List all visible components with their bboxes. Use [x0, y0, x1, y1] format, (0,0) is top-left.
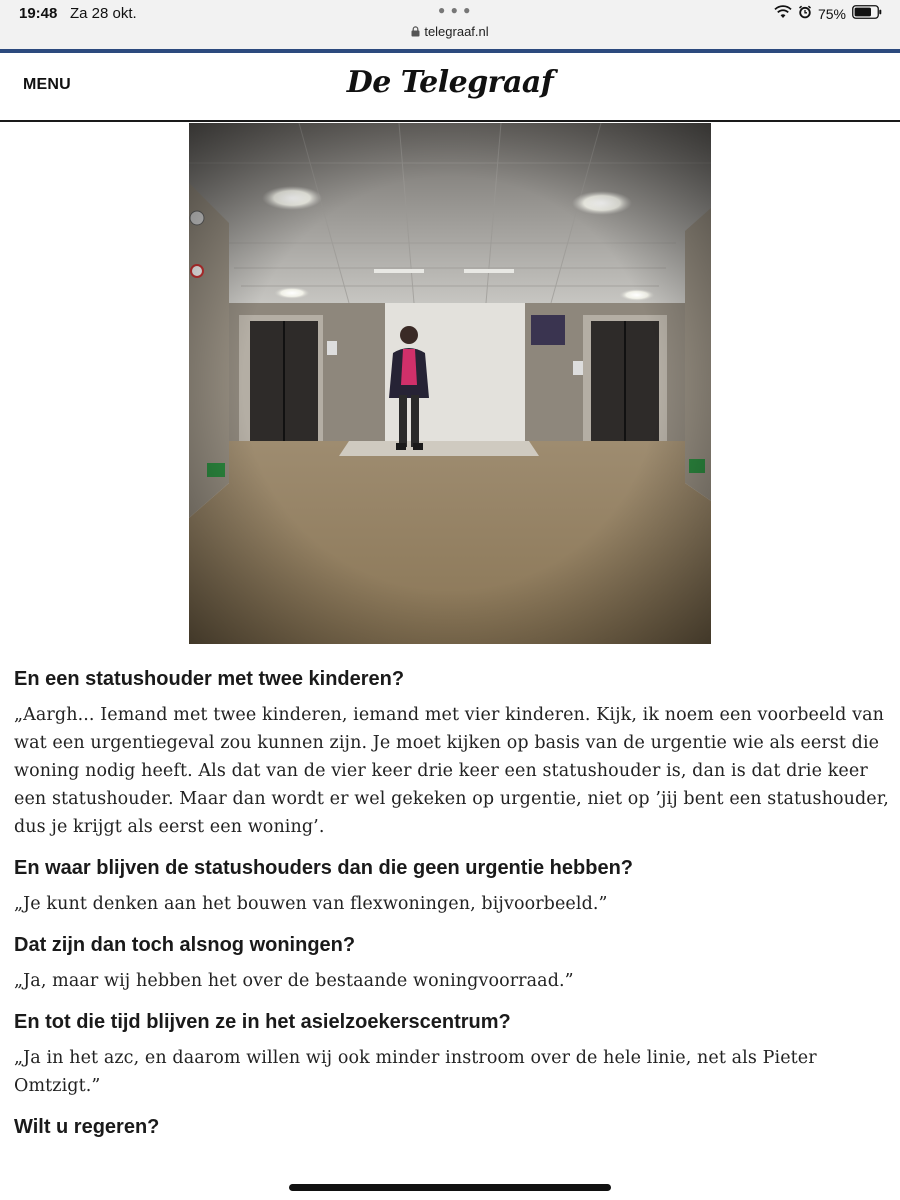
lock-icon: [411, 25, 420, 40]
qa-block: [14, 1114, 890, 1140]
interview-answer: „Je kunt denken aan het bouwen van flexwoningen, bijvoorbeeld.”: [14, 894, 608, 914]
qa-block: [14, 932, 890, 995]
interview-answer: „Ja in het azc, en daarom willen wij ook minder instroom over de hele linie, net als Pieter Omtzigt.”: [14, 1048, 817, 1096]
url-text: telegraaf.nl: [424, 24, 489, 39]
interview-question: Dat zijn dan toch alsnog woningen?: [14, 934, 356, 956]
home-indicator[interactable]: [289, 1184, 611, 1191]
wifi-icon: [774, 5, 792, 24]
battery-icon: [852, 5, 882, 24]
article-photo: [189, 123, 711, 644]
article-body: [14, 666, 890, 1149]
interview-question: En waar blijven de statushouders dan die geen urgentie hebben?: [14, 857, 634, 879]
interview-question: En een statushouder met twee kinderen?: [14, 668, 405, 690]
battery-percentage: 75%: [817, 6, 846, 22]
qa-block: [14, 855, 890, 918]
alarm-icon: [798, 5, 812, 24]
interview-answer: „Aargh... Iemand met twee kinderen, iemand met vier kinderen. Kijk, ik noem een voorbeeld van wat een urgentiegeval zou kunnen zijn. Je moet kijken op basis van de urgentie wie als eerst die woning nodig heeft. Als dat van de vier keer drie keer een statushouder is, dan is dat drie keer een statushouder. Maar dan wordt er wel gekeken op urgentie, niet op ’jij bent een statushouder, dus je krijgt als eerst een woning’.: [14, 705, 889, 837]
interview-question: Wilt u regeren?: [14, 1116, 160, 1138]
qa-block: [14, 666, 890, 841]
header-divider: [0, 120, 900, 122]
status-date: Za 28 okt.: [70, 5, 137, 22]
interview-question: En tot die tijd blijven ze in het asielzoekerscentrum?: [14, 1011, 511, 1033]
address-bar[interactable]: [0, 24, 900, 40]
tab-overview-dots-icon[interactable]: ● ● ●: [438, 3, 472, 17]
status-bar: [0, 0, 900, 50]
site-logo[interactable]: De Telegraaf: [346, 65, 554, 100]
site-header: [0, 53, 900, 120]
qa-block: [14, 1009, 890, 1100]
interview-answer: „Ja, maar wij hebben het over de bestaande woningvoorraad.”: [14, 971, 574, 991]
menu-button[interactable]: MENU: [23, 76, 71, 93]
status-time: 19:48: [19, 5, 58, 22]
